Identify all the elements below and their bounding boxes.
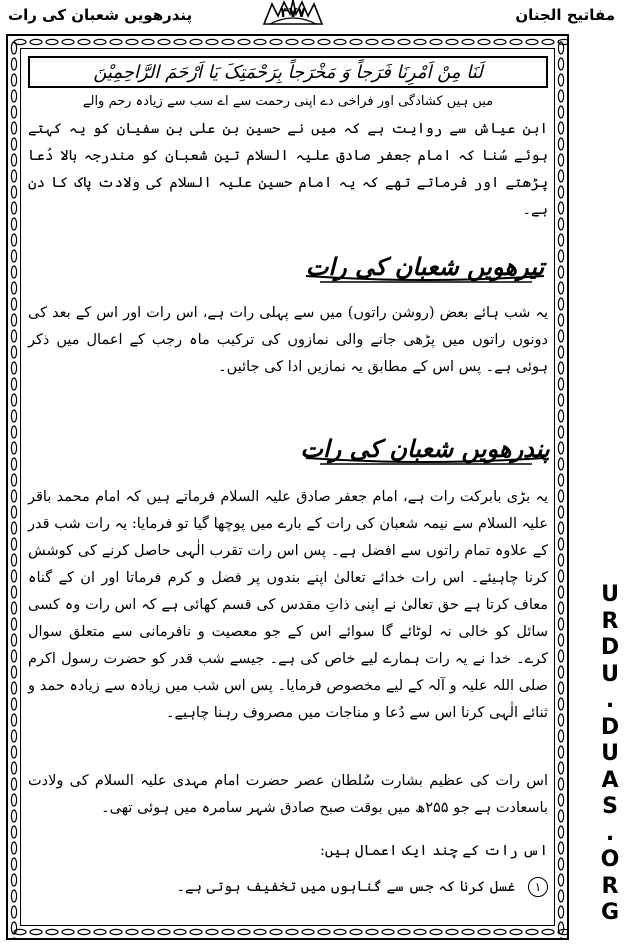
chapter-title: پندرھویں شعبان کی رات [8,6,193,24]
watermark-letter: A [601,767,619,793]
watermark-letter: R [601,608,619,634]
page-header [0,0,627,34]
list-item-ghusl [28,874,548,902]
list-number: ١ [528,877,548,897]
watermark-letter: R [601,873,619,899]
watermark-letter: O [600,847,620,872]
arabic-dua-banner: لَنَا مِنْ اَمْرِنَا فَرَجاً وَ مَخْرَجاً بِرَحْمَتِکَ یَا اَرْحَمَ الرَّاحِمِیْنَ [28,56,548,88]
watermark-letter: . [605,820,615,846]
watermark-letter: S [602,794,618,819]
watermark-letter: G [600,900,620,925]
chain-border-top [12,38,567,46]
section-heading-15th [300,428,550,468]
book-title: مفاتیح الجنان [515,6,615,24]
paragraph-intro: ابن عیاش سے روایت ہے کہ میں نے حسین بن علی بن سفیان کو یہ کہتے ہوئے سُنا کہ امام جعفر صادق علیہ السلام تین شعبان کو مندرجہ بالا دُعا پڑھتے اور فرماتے تھے کہ یہ امام حسین علیہ السلام کی ولادت پاک کا دن ہے۔ [28,121,548,218]
page-number-badge [262,0,324,26]
watermark-letter: U [601,661,619,687]
paragraph-amaal-intro: اس رات کے چند ایک اعمال ہیں: [320,843,548,859]
heading-text: پندرھویں شعبان کی رات [300,433,550,463]
heading-text: تیرھویں شعبان کی رات [305,251,545,281]
paragraph-15th-virtues: یہ بڑی بابرکت رات ہے، امام جعفر صادق علیہ السلام فرماتے ہیں کہ امام محمد باقر علیہ السلام سے نیمہ شعبان کی رات کے بارے میں پوچھا گیا تو فرمایا: یہ رات شب قدر کے علاوہ تمام راتوں سے افضل ہے۔ پس اس رات تقرب الٰہی حاصل کرنے کی کوشش کرنا چاہیئے۔ اس رات خدائے تعالیٰ اپنے بندوں پر فضل و کرم فرماتا اور ان کے گناہ معاف کرتا ہے حق تعالیٰ نے اپنی ذاتِ مقدس کی قسم کھائی ہے کہ اس رات وہ کسی سائل کو خالی نہ لوٹائے گا سوائے اس کے جو معصیت و نافرمانی سے متعلق سوال کرے۔ خدا نے یہ رات ہمارے لیے خاص کی ہے۔ جیسے شب قدر کو حضرت رسول اکرم صلی اللہ علیہ و آلہ کے لیے مخصوص فرمایا۔ پس اس شب میں زیادہ سے زیادہ حمد و ثنائے الٰہی کرنا اس سے دُعا و مناجات میں مصروف رہنا چاہیے۔ [28,489,548,721]
list-item-text: غسل کرنا کہ جس سے گناہوں میں تخفیف ہوتی ہے۔ [176,879,516,895]
site-watermark [596,582,624,927]
chain-border-right [557,40,565,938]
watermark-letter: D [600,714,620,740]
paragraph-imam-mahdi: اس رات کی عظیم بشارت سُلطان عصر حضرت امام مہدی علیہ السلام کی ولادت باسعادت ہے جو ۲۵۵ھ میں بوقت صبح صادق شہر سامرہ میں ہوئی تھی۔ [28,773,548,816]
watermark-letter: U [601,582,619,607]
chain-border-bottom [12,928,567,936]
page-number: ۳۷۷ [280,5,306,21]
watermark-letter: . [605,688,615,713]
watermark-letter: U [601,741,619,766]
dua-translation: میں ہیں کشادگی اور فراخی دے اپنی رحمت سے اے سب سے زیادہ رحم والے [82,94,494,109]
chain-border-left [10,40,18,938]
section-heading-13th [300,246,550,286]
watermark-letter: D [600,635,620,660]
paragraph-13th: یہ شب ہائے بعض (روشن راتوں) میں سے پہلی رات ہے، اس رات اور اس کے بعد کی دونوں راتوں میں پڑھی جانے والی نمازوں کی ترکیب ماہ رجب کے اعمال میں ذکر ہوئی ہے۔ پس اس کے مطابق یہ نمازیں ادا کی جائیں۔ [28,305,548,375]
